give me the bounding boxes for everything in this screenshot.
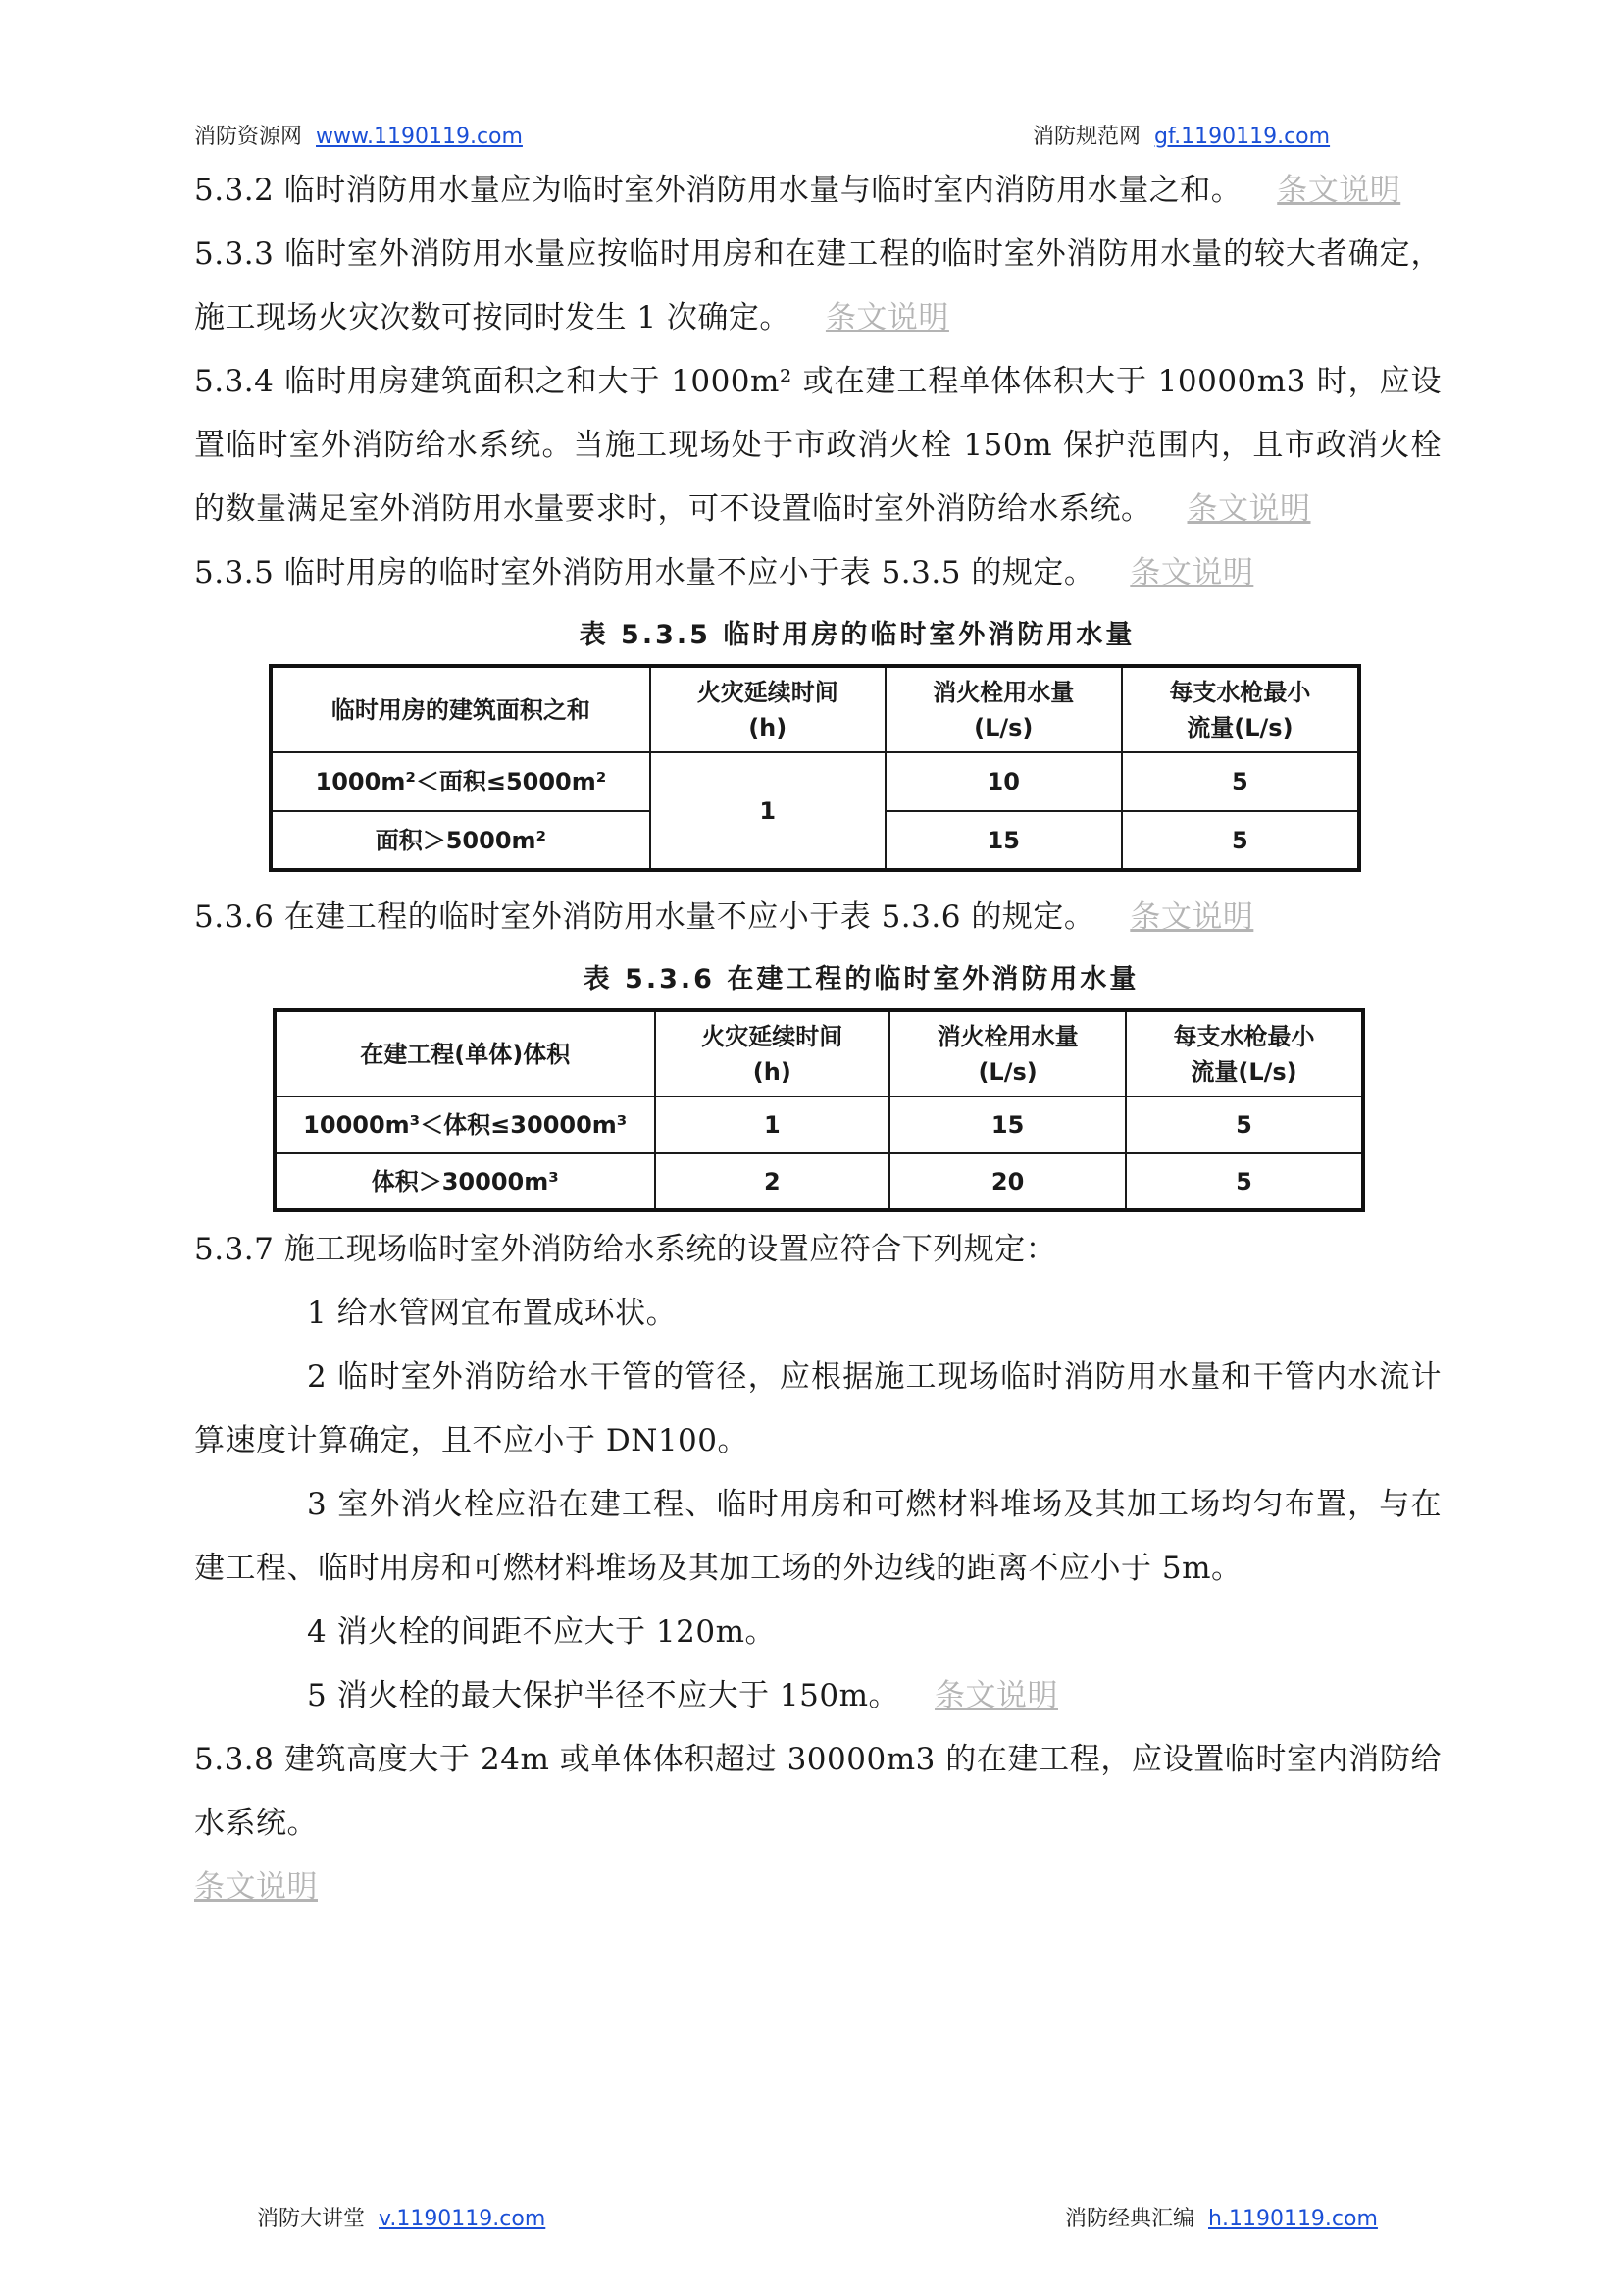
cell-area: 1000m²＜面积≤5000m² bbox=[271, 752, 650, 811]
header-left-label: 消防资源网 bbox=[194, 125, 303, 149]
cell-volume: 10000m³＜体积≤30000m³ bbox=[275, 1096, 655, 1153]
table-5-3-6-title: 表 5.3.6 在建工程的临时室外消防用水量 bbox=[583, 964, 1140, 994]
clause-note-link[interactable]: 条文说明 bbox=[935, 1678, 1058, 1713]
clause-5-3-4: 5.3.4 临时用房建筑面积之和大于 1000m² 或在建工程单体体积大于 10000m3 时，应设置临时室外消防给水系统。当施工现场处于市政消火栓 150m 保护范围内，且市政消火栓的数量满足室外消防用水量要求时，可不设置临时室外消防给水系统。 条文说明 bbox=[194, 364, 1442, 527]
footer-right-label: 消防经典汇编 bbox=[1065, 2207, 1195, 2231]
clause-5-3-2: 5.3.2 临时消防用水量应为临时室外消防用水量与临时室内消防用水量之和。 条文说明 bbox=[194, 173, 1401, 208]
cell-min-flow: 5 bbox=[1122, 752, 1359, 811]
clause-5-3-7-item-4: 4 消火栓的间距不应大于 120m。 bbox=[307, 1614, 776, 1650]
col-header-duration: 火灾延续时间 (h) bbox=[655, 1010, 890, 1096]
header-right-link[interactable]: gf.1190119.com bbox=[1154, 125, 1331, 149]
header-left bbox=[194, 120, 523, 150]
clause-5-3-7: 5.3.7 施工现场临时室外消防给水系统的设置应符合下列规定： bbox=[194, 1232, 1057, 1267]
document-body bbox=[194, 159, 1442, 1919]
table-5-3-6-block bbox=[273, 951, 1587, 1212]
cell-min-flow: 5 bbox=[1126, 1153, 1363, 1210]
cell-flow: 15 bbox=[889, 1096, 1126, 1153]
table-5-3-5 bbox=[269, 664, 1361, 872]
clause-5-3-7-item-3: 3 室外消火栓应沿在建工程、临时用房和可燃材料堆场及其加工场均匀布置，与在建工程、临时用房和可燃材料堆场及其加工场的外边线的距离不应小于 5m。 bbox=[194, 1487, 1442, 1586]
table-header-row bbox=[271, 666, 1359, 752]
cell-flow: 20 bbox=[889, 1153, 1126, 1210]
table-5-3-6 bbox=[273, 1008, 1365, 1212]
table-row bbox=[275, 1153, 1363, 1210]
cell-area: 面积＞5000m² bbox=[271, 811, 650, 870]
table-5-3-5-title: 表 5.3.5 临时用房的临时室外消防用水量 bbox=[579, 620, 1136, 650]
col-header-hydrant-flow: 消火栓用水量 (L/s) bbox=[886, 666, 1122, 752]
clause-note-link[interactable]: 条文说明 bbox=[1130, 899, 1254, 935]
footer-right-link[interactable]: h.1190119.com bbox=[1208, 2207, 1378, 2231]
footer-left-link[interactable]: v.1190119.com bbox=[379, 2207, 546, 2231]
clause-note-link[interactable]: 条文说明 bbox=[825, 300, 949, 335]
header-right-label: 消防规范网 bbox=[1033, 125, 1142, 149]
clause-5-3-7-item-2: 2 临时室外消防给水干管的管径，应根据施工现场临时消防用水量和干管内水流计算速度计算确定，且不应小于 DN100。 bbox=[194, 1359, 1442, 1458]
footer-left bbox=[257, 2202, 545, 2232]
cell-duration: 1 bbox=[655, 1096, 890, 1153]
clause-5-3-8-note bbox=[194, 1856, 1442, 1919]
clause-note-link[interactable]: 条文说明 bbox=[194, 1869, 318, 1905]
clause-note-link[interactable]: 条文说明 bbox=[1187, 491, 1311, 527]
table-row bbox=[271, 752, 1359, 811]
clause-note-link[interactable]: 条文说明 bbox=[1277, 173, 1401, 208]
footer-left-label: 消防大讲堂 bbox=[257, 2207, 366, 2231]
col-header-area: 临时用房的建筑面积之和 bbox=[271, 666, 650, 752]
col-header-hydrant-flow: 消火栓用水量 (L/s) bbox=[889, 1010, 1126, 1096]
header-right bbox=[1033, 120, 1330, 150]
clause-5-3-5: 5.3.5 临时用房的临时室外消防用水量不应小于表 5.3.5 的规定。 条文说明 bbox=[194, 555, 1254, 590]
cell-flow: 10 bbox=[886, 752, 1122, 811]
cell-volume: 体积＞30000m³ bbox=[275, 1153, 655, 1210]
table-5-3-5-block bbox=[269, 607, 1583, 872]
clause-5-3-6: 5.3.6 在建工程的临时室外消防用水量不应小于表 5.3.6 的规定。 条文说明 bbox=[194, 899, 1254, 935]
cell-min-flow: 5 bbox=[1126, 1096, 1363, 1153]
cell-flow: 15 bbox=[886, 811, 1122, 870]
cell-duration: 1 bbox=[650, 752, 886, 870]
col-header-min-flow: 每支水枪最小 流量(L/s) bbox=[1126, 1010, 1363, 1096]
table-header-row bbox=[275, 1010, 1363, 1096]
col-header-volume: 在建工程(单体)体积 bbox=[275, 1010, 655, 1096]
col-header-duration: 火灾延续时间 (h) bbox=[650, 666, 886, 752]
cell-duration: 2 bbox=[655, 1153, 890, 1210]
clause-5-3-3: 5.3.3 临时室外消防用水量应按临时用房和在建工程的临时室外消防用水量的较大者确定，施工现场火灾次数可按同时发生 1 次确定。 条文说明 bbox=[194, 236, 1442, 335]
cell-min-flow: 5 bbox=[1122, 811, 1359, 870]
footer-right bbox=[1065, 2202, 1378, 2232]
table-row bbox=[275, 1096, 1363, 1153]
clause-5-3-7-item-1: 1 给水管网宜布置成环状。 bbox=[307, 1296, 678, 1331]
clause-note-link[interactable]: 条文说明 bbox=[1130, 555, 1254, 590]
col-header-min-flow: 每支水枪最小 流量(L/s) bbox=[1122, 666, 1359, 752]
clause-5-3-8: 5.3.8 建筑高度大于 24m 或单体体积超过 30000m3 的在建工程，应设置临时室内消防给水系统。 bbox=[194, 1742, 1442, 1841]
header-left-link[interactable]: www.1190119.com bbox=[316, 125, 523, 149]
clause-5-3-7-item-5: 5 消火栓的最大保护半径不应大于 150m。 条文说明 bbox=[307, 1678, 1058, 1713]
